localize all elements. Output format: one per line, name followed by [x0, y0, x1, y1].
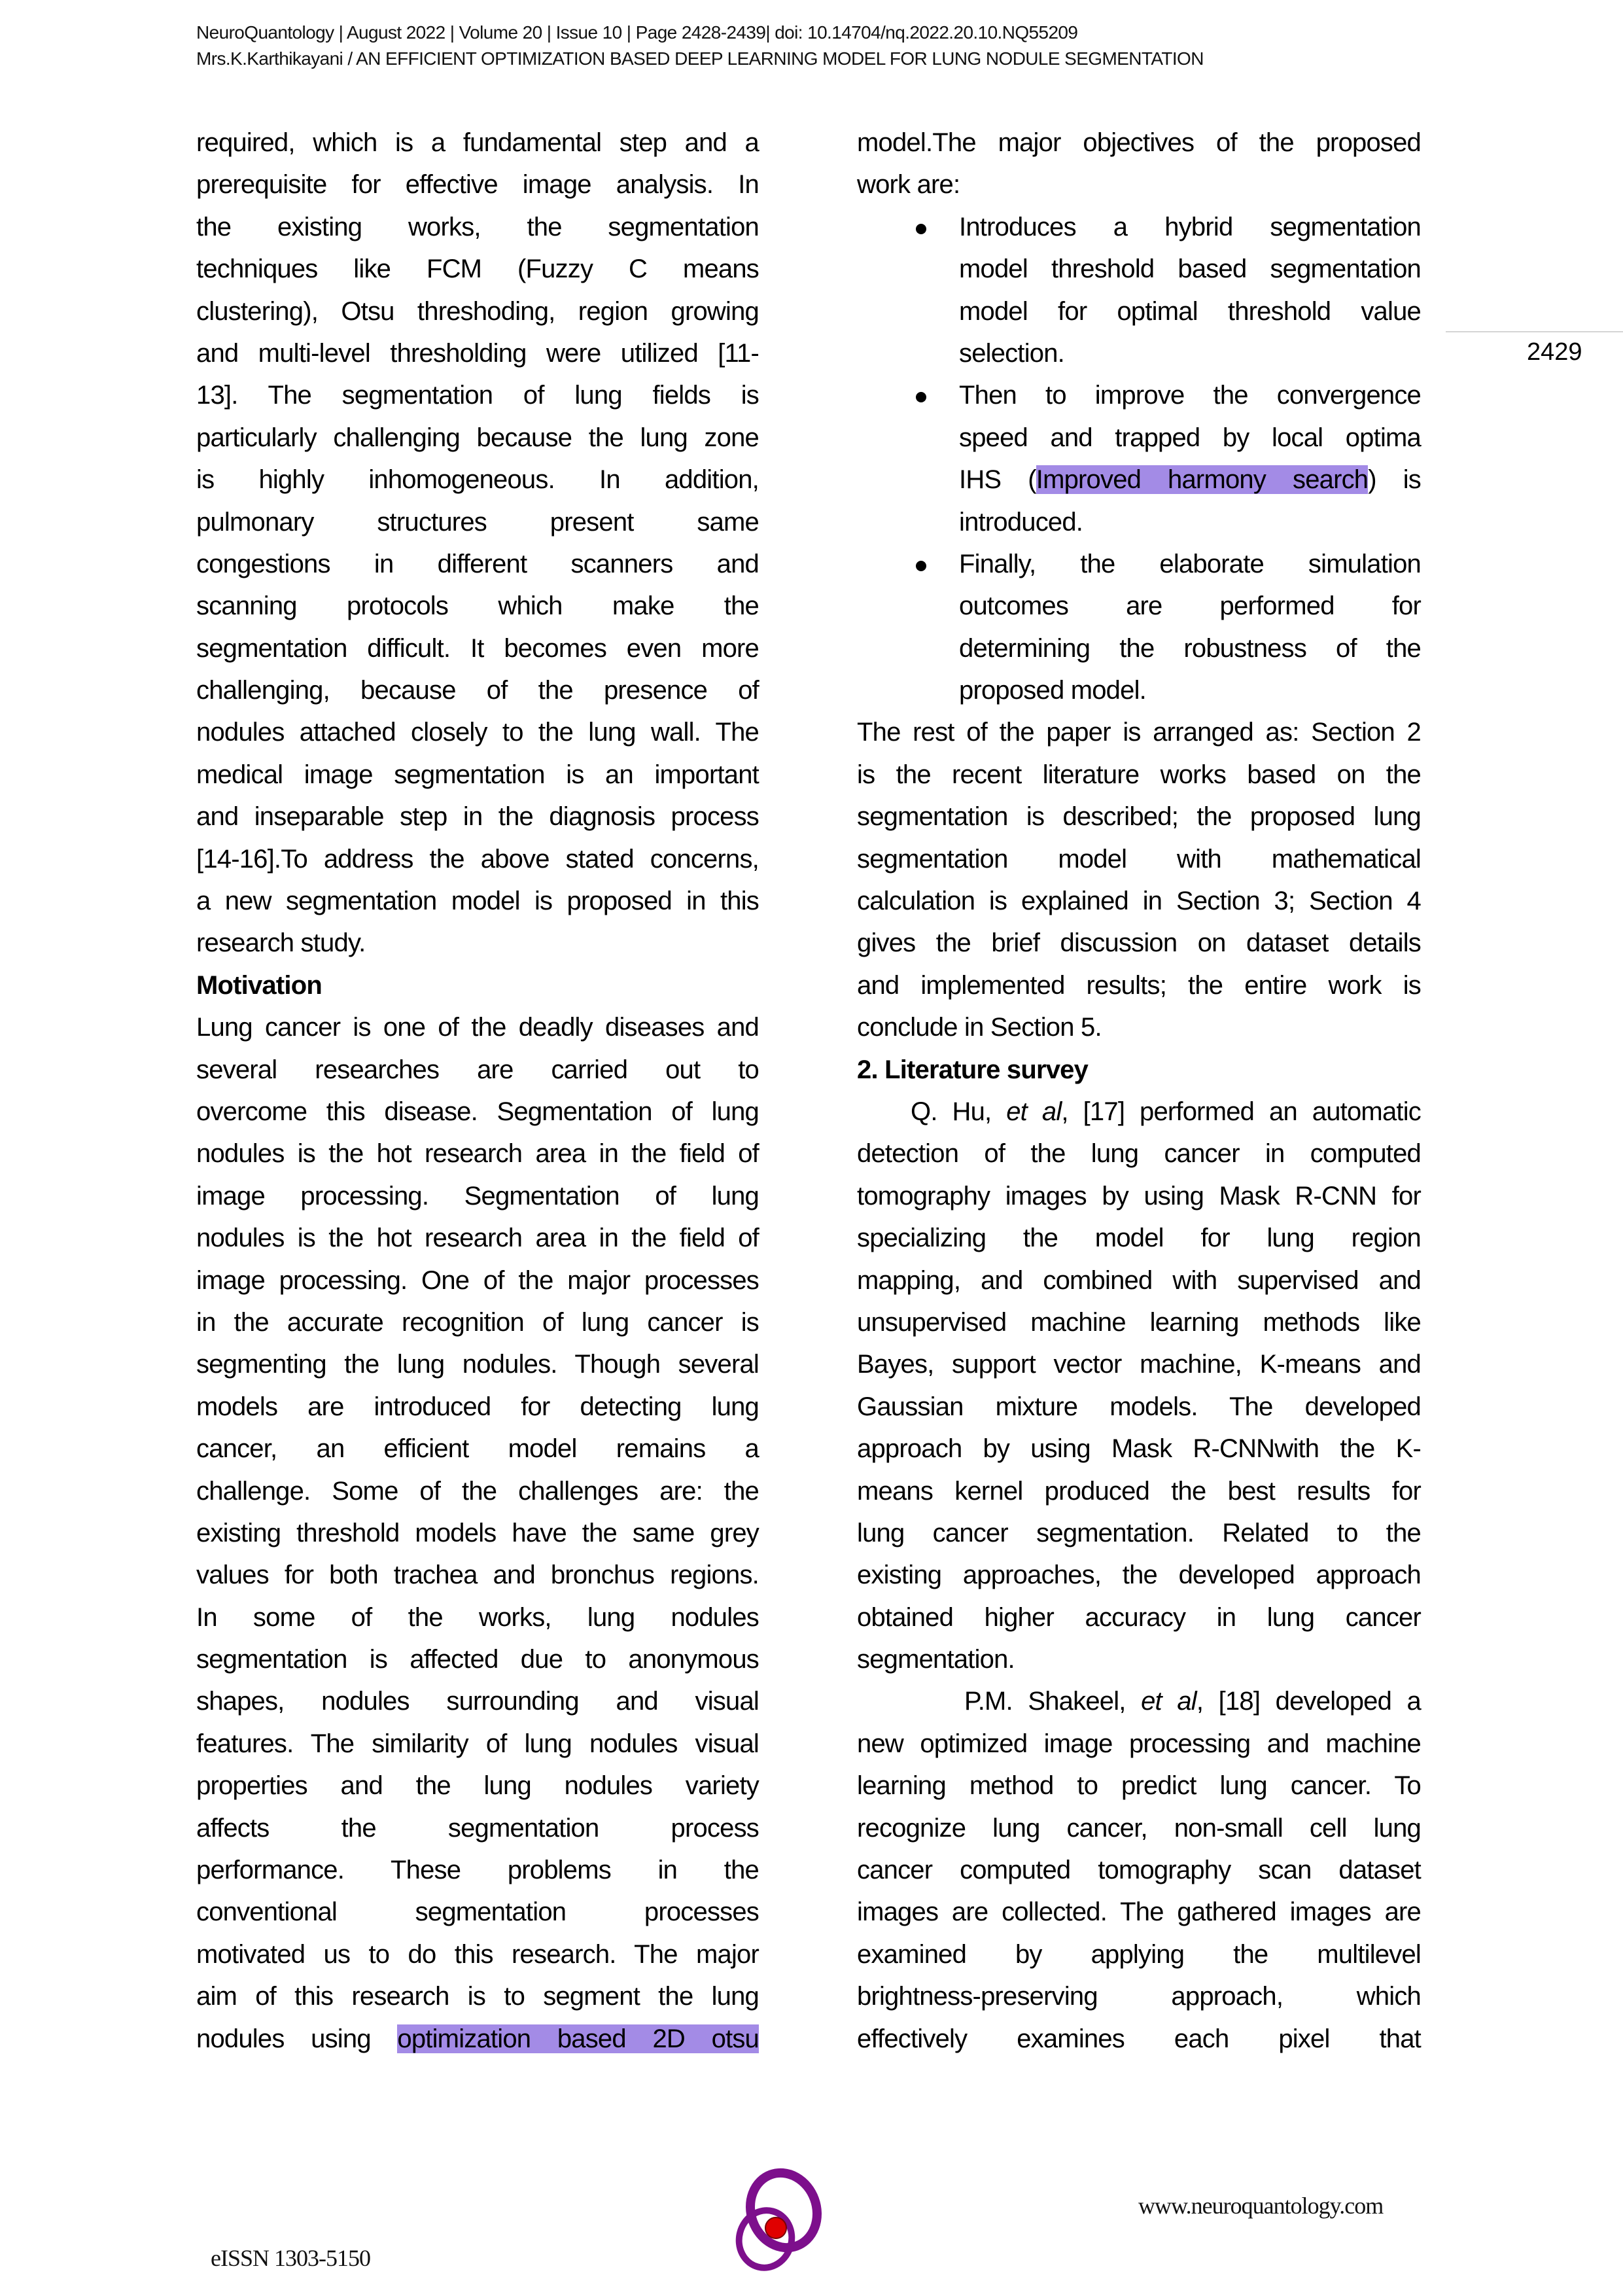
text-line: clustering), Otsu threshoding, region growing [196, 296, 759, 326]
text-fragment: , [17] performed an automatic [1061, 1097, 1421, 1126]
text-line: cancer, an efficient model remains a [196, 1434, 759, 1464]
bullet-icon [916, 561, 926, 571]
objective-item [857, 206, 1421, 375]
text-line: [14-16].To address the above stated concerns, [196, 844, 759, 874]
text-line: unsupervised machine learning methods like [857, 1307, 1421, 1337]
text-line: particularly challenging because the lung zone [196, 423, 759, 452]
text-line: affects the segmentation process [196, 1813, 759, 1843]
text-line: performance. These problems in the [196, 1856, 759, 1885]
text-line: mapping, and combined with supervised and [857, 1265, 1421, 1295]
text-line: effectively examines each pixel that [857, 2024, 1421, 2053]
text-line: features. The similarity of lung nodules visual [196, 1729, 759, 1758]
text-line: prerequisite for effective image analysis. In [196, 170, 759, 200]
paper-organization-paragraph [857, 711, 1421, 1048]
text-line: approach by using Mask R-CNNwith the K- [857, 1434, 1421, 1464]
text-fragment: Introduces a hybrid segmentation [959, 212, 1421, 241]
text-line: segmentation model with mathematical [857, 844, 1421, 874]
text-line: brightness-preserving approach, which [857, 1982, 1421, 2011]
text-line: medical image segmentation is an important [196, 760, 759, 789]
journal-website-link[interactable]: www.neuroquantology.com [1138, 2193, 1384, 2219]
text-fragment: Finally, the elaborate simulation [959, 549, 1421, 578]
text-line: model for optimal threshold value [959, 296, 1421, 326]
text-line: and implemented results; the entire work is [857, 970, 1421, 1000]
bullet-icon [916, 392, 926, 402]
text-line: outcomes are performed for [959, 592, 1421, 621]
text-line: speed and trapped by local optima [959, 423, 1421, 452]
text-line [857, 206, 1421, 248]
text-line: and inseparable step in the diagnosis process [196, 802, 759, 832]
text-line: means kernel produced the best results for [857, 1476, 1421, 1506]
text-line: images are collected. The gathered images are [857, 1898, 1421, 1927]
motivation-heading: Motivation [196, 970, 322, 1000]
text-line: conclude in Section 5. [857, 1013, 1102, 1042]
text-line: The rest of the paper is arranged as: Section 2 [857, 718, 1421, 747]
italic-text: et al [1006, 1097, 1062, 1126]
text-line: segmentation is described; the proposed lung [857, 802, 1421, 832]
text-line: new optimized image processing and machine [857, 1729, 1421, 1758]
text-line: selection. [959, 338, 1064, 368]
text-line: determining the robustness of the [959, 633, 1421, 663]
text-fragment: P.M. Shakeel, [964, 1687, 1142, 1716]
text-line: In some of the works, lung nodules [196, 1602, 759, 1632]
text-line: scanning protocols which make the [196, 592, 759, 621]
text-line: image processing. Segmentation of lung [196, 1181, 759, 1210]
text-line: is the recent literature works based on the [857, 760, 1421, 789]
text-fragment: IHS ( [959, 465, 1036, 495]
page-number-rule [1446, 331, 1623, 332]
intro-paragraph [196, 122, 759, 964]
text-fragment: Q. Hu, [911, 1097, 1007, 1126]
text-line: required, which is a fundamental step and a [196, 128, 759, 157]
objective-item [857, 374, 1421, 543]
hu-paragraph [857, 1091, 1421, 1680]
text-line: in the accurate recognition of lung cancer is [196, 1307, 759, 1337]
text-line: existing threshold models have the same grey [196, 1518, 759, 1547]
text-line: examined by applying the multilevel [857, 1939, 1421, 1969]
text-line-with-highlight [857, 459, 1421, 501]
text-line: learning method to predict lung cancer. To [857, 1771, 1421, 1801]
text-line: calculation is explained in Section 3; Section 4 [857, 887, 1421, 916]
text-line: gives the brief discussion on dataset details [857, 928, 1421, 958]
text-line: detection of the lung cancer in computed [857, 1139, 1421, 1169]
text-line: motivated us to do this research. The major [196, 1939, 759, 1969]
text-line: models are introduced for detecting lung [196, 1392, 759, 1421]
text-fragment: Then to improve the convergence [959, 381, 1421, 410]
text-line: existing approaches, the developed approach [857, 1561, 1421, 1590]
text-line: image processing. One of the major processes [196, 1265, 759, 1295]
text-fragment: nodules using [196, 2024, 398, 2053]
motivation-paragraph [196, 1006, 759, 2060]
text-line: segmentation. [857, 1645, 1015, 1674]
text-line: introduced. [959, 507, 1083, 537]
text-line: 13]. The segmentation of lung fields is [196, 381, 759, 410]
highlighted-text[interactable]: Improved harmony search [1036, 465, 1369, 495]
text-line: obtained higher accuracy in lung cancer [857, 1602, 1421, 1632]
text-line: challenging, because of the presence of [196, 676, 759, 705]
text-line [857, 1091, 1421, 1133]
text-line: aim of this research is to segment the lung [196, 1982, 759, 2011]
right-column [857, 122, 1421, 2060]
shakeel-paragraph [857, 1680, 1421, 2060]
text-line: challenge. Some of the challenges are: the [196, 1476, 759, 1506]
text-line: is highly inhomogeneous. In addition, [196, 465, 759, 495]
text-line: pulmonary structures present same [196, 507, 759, 537]
article-title-line: Mrs.K.Karthikayani / AN EFFICIENT OPTIMIZATION BASED DEEP LEARNING MODEL FOR LUNG NODULE SEGMENTATION [196, 48, 1204, 69]
text-line: segmenting the lung nodules. Though several [196, 1350, 759, 1379]
text-line: several researches are carried out to [196, 1055, 759, 1084]
text-line: specializing the model for lung region [857, 1224, 1421, 1253]
neuroquantology-logo-icon [720, 2166, 831, 2277]
text-line: Bayes, support vector machine, K-means and [857, 1350, 1421, 1379]
eissn-label: eISSN 1303-5150 [211, 2245, 370, 2271]
objective-item [857, 543, 1421, 712]
italic-text: et al [1141, 1687, 1196, 1716]
section-heading-literature-survey: 2. Literature survey [857, 1055, 1089, 1084]
text-line: research study. [196, 928, 366, 958]
text-line [857, 374, 1421, 416]
text-line: tomography images by using Mask R-CNN for [857, 1181, 1421, 1210]
text-line: techniques like FCM (Fuzzy C means [196, 255, 759, 284]
page-number: 2429 [1527, 338, 1582, 366]
text-line: a new segmentation model is proposed in this [196, 887, 759, 916]
text-fragment: ) is [1368, 465, 1421, 495]
text-line: nodules attached closely to the lung wall. The [196, 718, 759, 747]
text-line: model.The major objectives of the proposed [857, 128, 1421, 157]
text-line: nodules is the hot research area in the field of [196, 1139, 759, 1169]
text-line: work are: [857, 170, 960, 200]
text-line [857, 1680, 1421, 1722]
text-line: Lung cancer is one of the deadly diseases and [196, 1013, 759, 1042]
text-line: model threshold based segmentation [959, 255, 1421, 284]
text-line: segmentation is affected due to anonymous [196, 1645, 759, 1674]
text-line: lung cancer segmentation. Related to the [857, 1518, 1421, 1547]
text-line-with-highlight [196, 2018, 759, 2060]
text-fragment: , [18] developed a [1196, 1687, 1421, 1716]
text-line: proposed model. [959, 676, 1146, 705]
journal-citation-line: NeuroQuantology | August 2022 | Volume 20 | Issue 10 | Page 2428-2439| doi: 10.14704/nq.2022.20.10.NQ55209 [196, 22, 1078, 43]
text-line: conventional segmentation processes [196, 1898, 759, 1927]
text-line: congestions in different scanners and [196, 549, 759, 578]
text-line: recognize lung cancer, non-small cell lung [857, 1813, 1421, 1843]
text-line [857, 543, 1421, 585]
text-line: cancer computed tomography scan dataset [857, 1856, 1421, 1885]
text-line: Gaussian mixture models. The developed [857, 1392, 1421, 1421]
highlighted-text[interactable]: optimization based 2D otsu [397, 2024, 759, 2053]
text-line: the existing works, the segmentation [196, 212, 759, 241]
text-line: values for both trachea and bronchus regions. [196, 1561, 759, 1590]
text-line: shapes, nodules surrounding and visual [196, 1687, 759, 1716]
text-line: and multi-level thresholding were utilized [11- [196, 338, 759, 368]
text-line: nodules is the hot research area in the field of [196, 1224, 759, 1253]
objectives-list [857, 206, 1421, 712]
text-line: properties and the lung nodules variety [196, 1771, 759, 1801]
bullet-icon [916, 224, 926, 234]
text-line: segmentation difficult. It becomes even more [196, 633, 759, 663]
running-header [196, 20, 1439, 72]
left-column [196, 122, 759, 2060]
text-line: overcome this disease. Segmentation of lung [196, 1097, 759, 1126]
